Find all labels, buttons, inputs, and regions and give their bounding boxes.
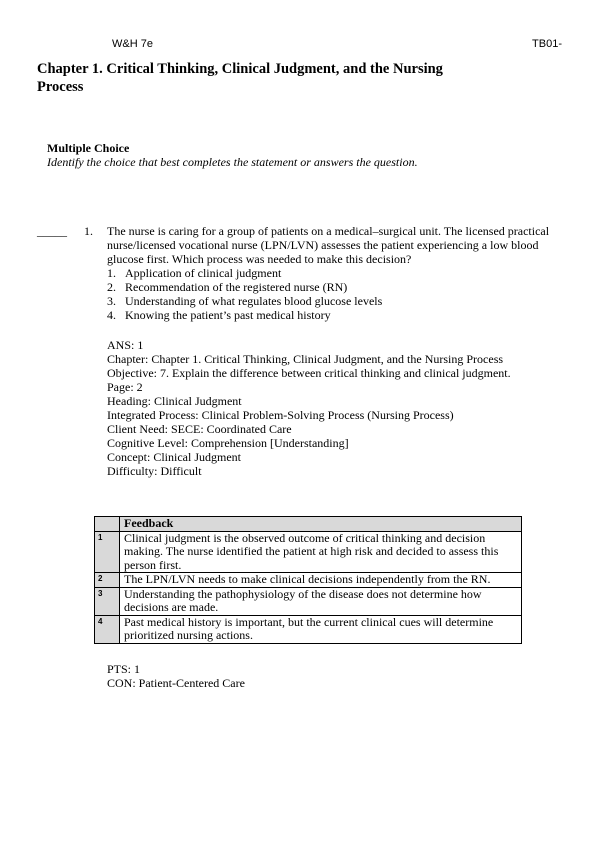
feedback-row — [95, 615, 522, 643]
meta-concept: Concept: Clinical Judgment — [107, 450, 241, 464]
concept-tag: CON: Patient-Centered Care — [107, 676, 245, 690]
option-number: 4. — [107, 308, 116, 322]
question-body — [107, 224, 562, 478]
answer-key: ANS: 1 — [107, 338, 144, 352]
option-text: Recommendation of the registered nurse (RN) — [125, 280, 348, 294]
meta-client-need: Client Need: SECE: Coordinated Care — [107, 422, 292, 436]
feedback-row-text: Understanding the pathophysiology of the disease does not determine how decisions are made. — [120, 587, 522, 615]
feedback-row — [95, 573, 522, 588]
question-metadata — [107, 338, 562, 478]
meta-integrated-process: Integrated Process: Clinical Problem-Solving Process (Nursing Process) — [107, 408, 454, 422]
feedback-row-number: 2 — [95, 573, 120, 588]
feedback-row — [95, 531, 522, 573]
feedback-row — [95, 587, 522, 615]
feedback-row-number: 1 — [95, 531, 120, 573]
feedback-header-row — [95, 517, 522, 532]
option-text: Knowing the patient’s past medical history — [125, 308, 331, 322]
answer-blank: _____ — [37, 224, 67, 238]
points: PTS: 1 — [107, 662, 141, 676]
question-number: 1. — [84, 224, 93, 238]
meta-objective: Objective: 7. Explain the difference between critical thinking and clinical judgment. — [107, 366, 511, 380]
meta-chapter: Chapter: Chapter 1. Critical Thinking, Clinical Judgment, and the Nursing Process — [107, 352, 504, 366]
feedback-row-text: Past medical history is important, but the current clinical cues will determine prioritized nursing actions. — [120, 615, 522, 643]
option-item — [107, 266, 562, 280]
option-item — [107, 280, 562, 294]
question-stem: The nurse is caring for a group of patients on a medical–surgical unit. The licensed practical nurse/licensed vocational nurse (LPN/LVN) assesses the patient experiencing a low blood glucose first. Which process was needed to make this decision? — [107, 224, 550, 266]
feedback-row-number: 3 — [95, 587, 120, 615]
option-number: 2. — [107, 280, 116, 294]
option-item — [107, 294, 562, 308]
section-heading: Multiple Choice — [47, 141, 130, 155]
section-instruction: Identify the choice that best completes the statement or answers the question. — [47, 155, 418, 169]
option-text: Application of clinical judgment — [125, 266, 282, 280]
feedback-row-number: 4 — [95, 615, 120, 643]
feedback-table — [94, 516, 522, 644]
meta-cognitive-level: Cognitive Level: Comprehension [Understanding] — [107, 436, 349, 450]
option-list — [107, 266, 562, 322]
meta-difficulty: Difficulty: Difficult — [107, 464, 202, 478]
feedback-row-text: The LPN/LVN needs to make clinical decisions independently from the RN. — [120, 573, 522, 588]
section-header — [47, 141, 418, 169]
option-item — [107, 308, 562, 322]
question-footer — [107, 662, 245, 690]
header-left: W&H 7e — [112, 38, 153, 50]
chapter-title: Chapter 1. Critical Thinking, Clinical Judgment, and the Nursing Process — [37, 61, 443, 95]
option-number: 3. — [107, 294, 116, 308]
meta-page: Page: 2 — [107, 380, 143, 394]
header-right: TB01- — [532, 38, 562, 50]
option-text: Understanding of what regulates blood glucose levels — [125, 294, 383, 308]
option-number: 1. — [107, 266, 116, 280]
feedback-header: Feedback — [120, 517, 522, 532]
feedback-row-text: Clinical judgment is the observed outcome of critical thinking and decision making. The nurse identified the patient at high risk and decided to assess this person first. — [120, 531, 522, 573]
meta-heading: Heading: Clinical Judgment — [107, 394, 242, 408]
feedback-header-blank — [95, 517, 120, 532]
